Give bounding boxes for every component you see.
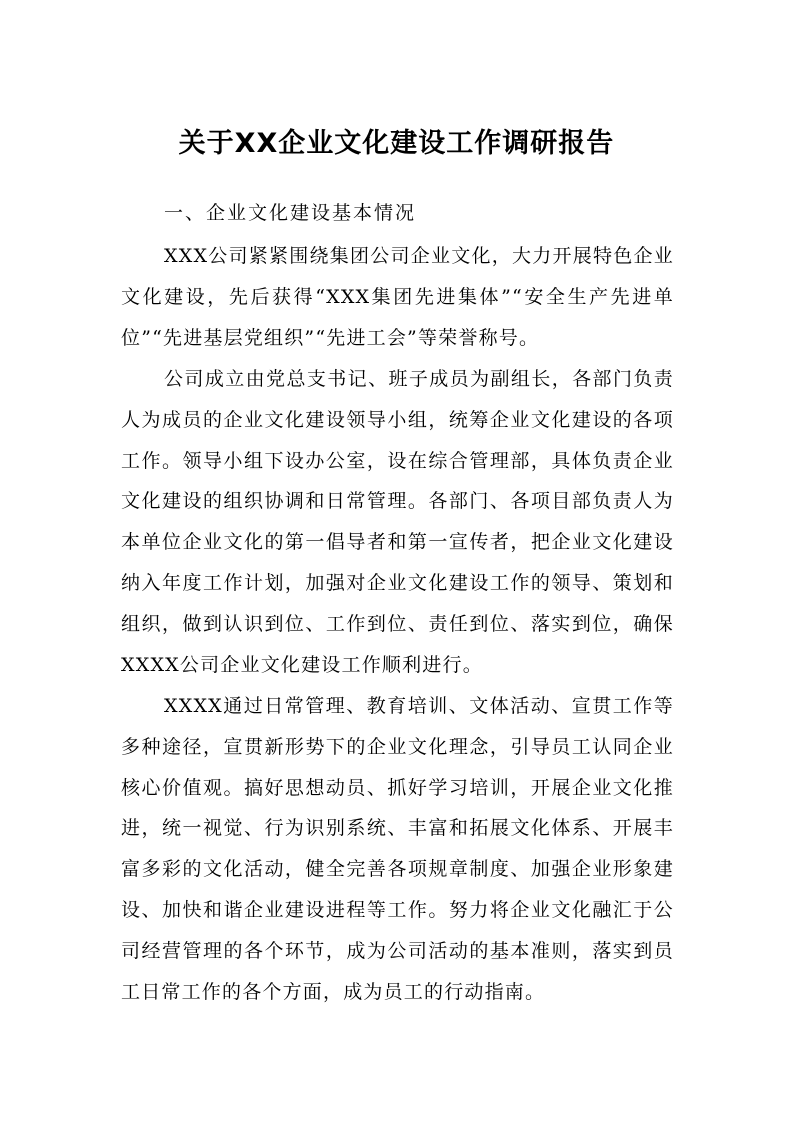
section-heading: 一、企业文化建设基本情况: [164, 202, 417, 224]
document-title: 关于XX企业文化建设工作调研报告: [178, 128, 615, 159]
body-paragraph-3: XXXX通过日常管理、教育培训、文体活动、宣贯工作等多种途径，宣贯新形势下的企业文化理念，引导员工认同企业核心价值观。搞好思想动员、抓好学习培训，开展企业文化推进，统一视觉、行为识别系统、丰富和拓展文化体系、开展丰富多彩的文化活动，健全完善各项规章制度、加强企业形象建设、加快和谐企业建设进程等工作。努力将企业文化融汇于公司经营管理的各个环节，成为公司活动的基本准则，落实到员工日常工作的各个方面，成为员工的行动指南。: [121, 695, 674, 1003]
body-paragraph-2: 公司成立由党总支书记、班子成员为副组长，各部门负责人为成员的企业文化建设领导小组，统筹企业文化建设的各项工作。领导小组下设办公室，设在综合管理部，具体负责企业文化建设的组织协调和日常管理。各部门、各项目部负责人为本单位企业文化的第一倡导者和第一宣传者，把企业文化建设纳入年度工作计划，加强对企业文化建设工作的领导、策划和组织，做到认识到位、工作到位、责任到位、落实到位，确保XXXX公司企业文化建设工作顺利进行。: [121, 368, 674, 676]
body-paragraph-1: XXX公司紧紧围绕集团公司企业文化，大力开展特色企业文化建设，先后获得“XXX集团先进集体”“安全生产先进单位”“先进基层党组织”“先进工会”等荣誉称号。: [121, 245, 674, 349]
